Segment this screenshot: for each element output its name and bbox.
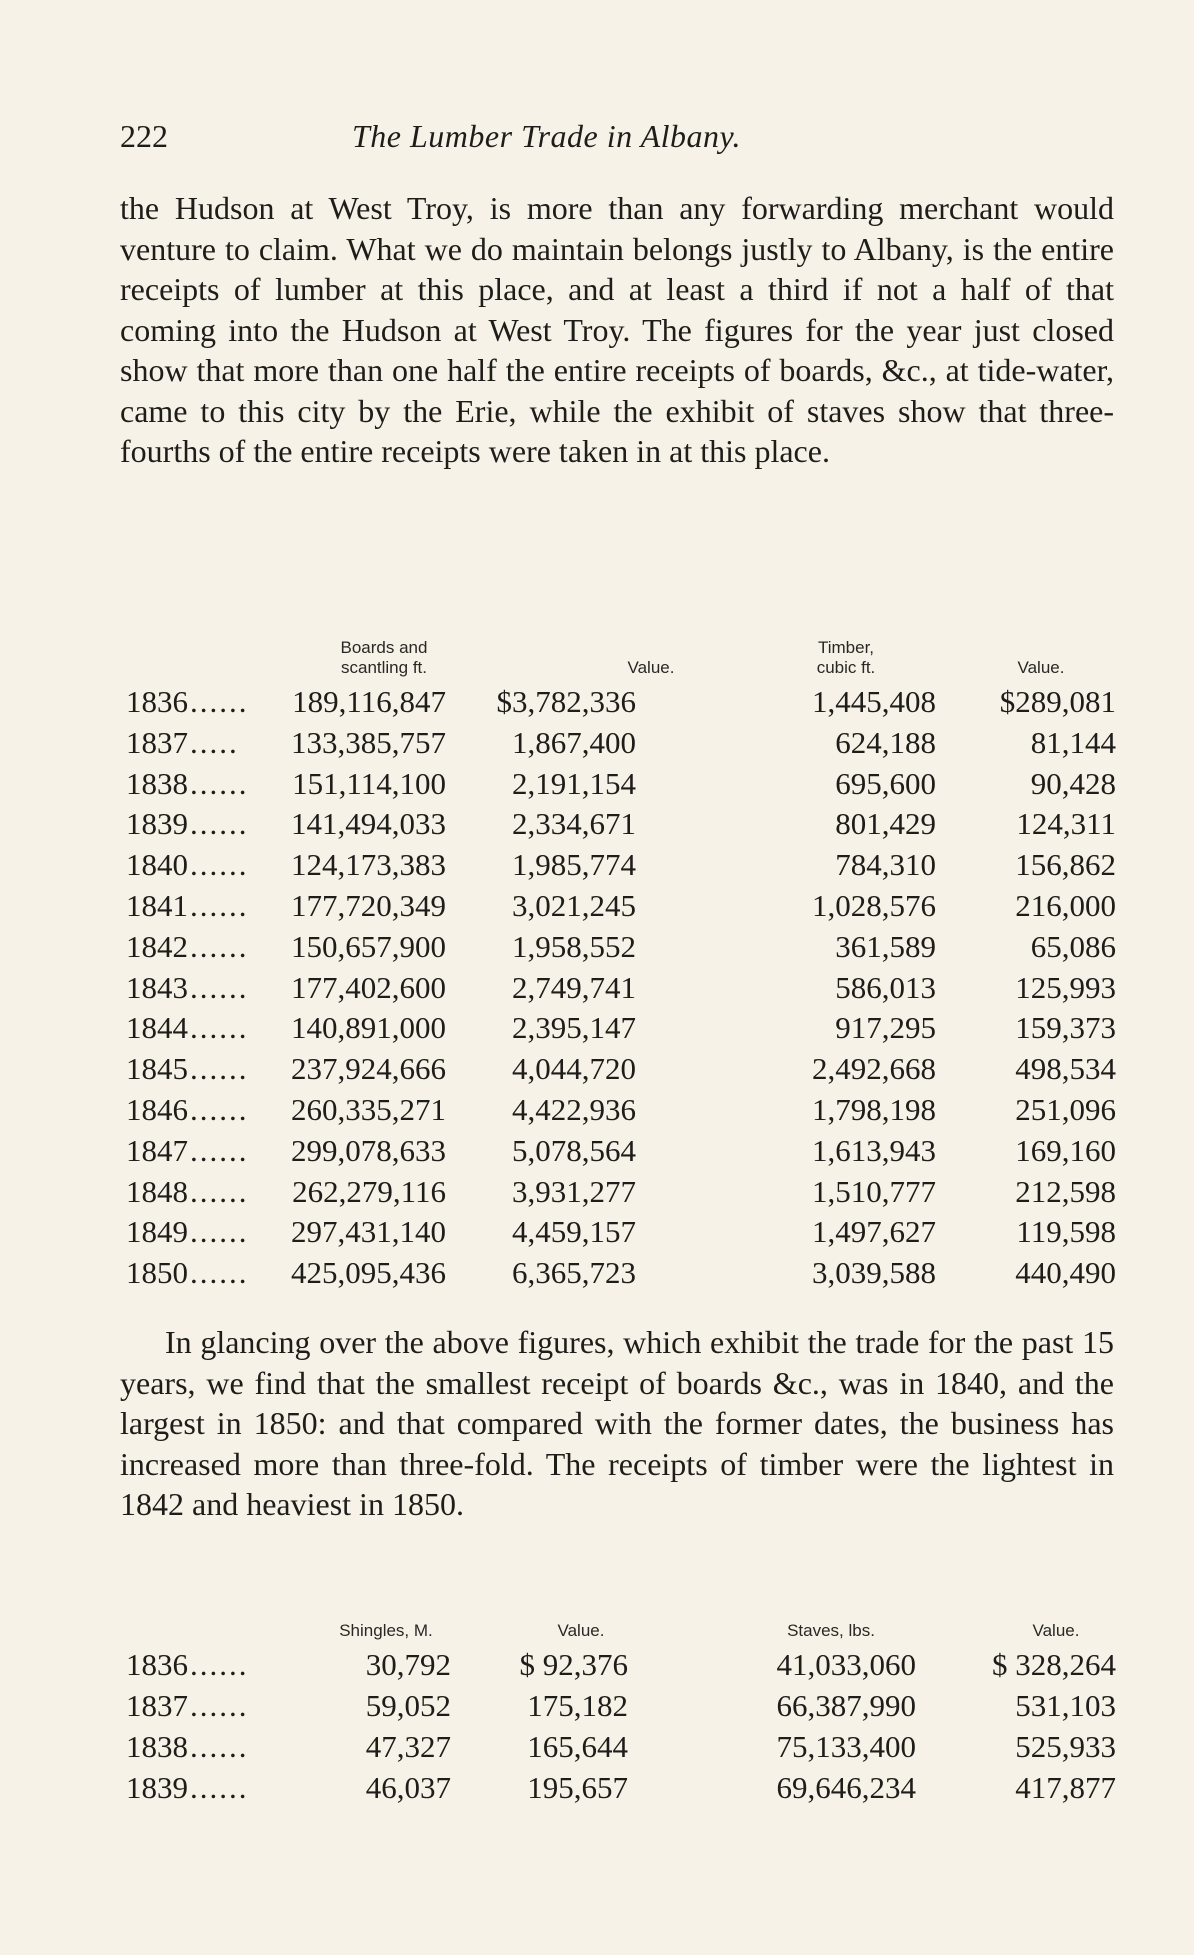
year-cell: 1840: [126, 847, 188, 883]
timber-value-cell: 498,534: [1015, 1051, 1116, 1087]
table-row: [126, 1172, 1116, 1213]
timber-cell: 1,798,198: [812, 1091, 936, 1127]
timber-value-cell: 156,862: [1015, 847, 1116, 883]
shingles-value-cell: 195,657: [527, 1770, 628, 1805]
table-row: [126, 1049, 1116, 1090]
shingles-cell: 59,052: [365, 1688, 451, 1723]
boards-value-cell: 5,078,564: [512, 1132, 636, 1168]
paragraph-analysis: In glancing over the above figures, which exhibit the trade for the past 15 years, we find that the smallest receipt of boards &c., was in 1840, and the largest in 1850: and that compared with the former dates, the business has increased more than three-fold. The receipts of timber were the lightest in 1842 and heaviest in 1850.: [120, 1324, 1114, 1522]
page-number: 222: [120, 118, 168, 154]
table-header: [126, 1603, 1116, 1645]
year-cell: 1849: [126, 1214, 188, 1250]
header-timber: Timber, cubic ft.: [816, 638, 876, 677]
year-cell: 1837: [126, 1688, 188, 1723]
table-row: [126, 927, 1116, 968]
year-cell: 1839: [126, 806, 188, 842]
lumber-timber-table: [126, 628, 1116, 1294]
timber-value-cell: $289,081: [999, 684, 1116, 719]
staves-value-cell: 417,877: [1015, 1770, 1116, 1805]
staves-value-cell: 525,933: [1015, 1729, 1116, 1764]
staves-value-cell: 531,103: [1015, 1688, 1116, 1723]
table-row: [126, 968, 1116, 1009]
year-cell: 1838: [126, 1729, 188, 1764]
year-cell: 1836: [126, 684, 188, 719]
table-body: [126, 1645, 1116, 1809]
year-cell: 1839: [126, 1770, 188, 1805]
leader-dots: ......: [190, 806, 249, 842]
leader-dots: ......: [190, 1010, 249, 1046]
timber-cell: 3,039,588: [812, 1255, 936, 1291]
timber-value-cell: 169,160: [1015, 1132, 1116, 1168]
boards-cell: 151,114,100: [292, 765, 446, 801]
boards-value-cell: 6,365,723: [512, 1255, 636, 1291]
year-cell: 1850: [126, 1255, 188, 1291]
boards-value-cell: 3,021,245: [512, 887, 636, 923]
boards-value-cell: 4,459,157: [512, 1214, 636, 1250]
table-row: [126, 764, 1116, 805]
boards-cell: 177,402,600: [291, 969, 446, 1005]
boards-cell: 124,173,383: [291, 847, 446, 883]
year-cell: 1838: [126, 765, 188, 801]
table-row: [126, 1727, 1116, 1768]
timber-cell: 361,589: [835, 928, 936, 964]
table-row: [126, 1008, 1116, 1049]
boards-value-cell: 4,044,720: [512, 1051, 636, 1087]
staves-cell: 41,033,060: [776, 1647, 916, 1682]
timber-value-cell: 124,311: [1016, 806, 1116, 842]
boards-cell: 140,891,000: [291, 1010, 446, 1046]
table-row: [126, 723, 1116, 764]
boards-value-cell: 2,334,671: [512, 806, 636, 842]
table-row: [126, 682, 1116, 723]
timber-value-cell: 212,598: [1015, 1173, 1116, 1209]
boards-value-cell: $3,782,336: [496, 684, 636, 719]
table-body: [126, 682, 1116, 1294]
header-value-boards: Value.: [627, 658, 675, 677]
table-row: [126, 1253, 1116, 1294]
boards-value-cell: 1,958,552: [512, 928, 636, 964]
boards-cell: 150,657,900: [291, 928, 446, 964]
year-cell: 1847: [126, 1132, 188, 1168]
timber-value-cell: 125,993: [1015, 969, 1116, 1005]
running-head: [120, 118, 880, 168]
timber-value-cell: 81,144: [1030, 724, 1116, 760]
timber-value-cell: 216,000: [1015, 887, 1116, 923]
leader-dots: ......: [190, 1688, 249, 1723]
timber-value-cell: 251,096: [1015, 1091, 1116, 1127]
leader-dots: ......: [190, 1051, 249, 1087]
timber-cell: 1,497,627: [812, 1214, 936, 1250]
year-cell: 1837: [126, 724, 188, 760]
shingles-staves-table: [126, 1603, 1116, 1809]
table-row: [126, 845, 1116, 886]
shingles-cell: 47,327: [365, 1729, 451, 1764]
leader-dots: ......: [190, 765, 249, 801]
year-cell: 1836: [126, 1647, 188, 1682]
boards-cell: 237,924,666: [291, 1051, 446, 1087]
timber-cell: 695,600: [835, 765, 936, 801]
running-title: The Lumber Trade in Albany.: [352, 118, 741, 154]
timber-value-cell: 65,086: [1030, 928, 1116, 964]
staves-cell: 69,646,234: [776, 1770, 916, 1805]
boards-cell: 262,279,116: [292, 1173, 446, 1209]
leader-dots: ......: [190, 847, 249, 883]
leader-dots: ......: [190, 1255, 249, 1291]
header-boards: Boards and scantling ft.: [340, 638, 428, 677]
table-row: [126, 1131, 1116, 1172]
timber-cell: 917,295: [835, 1010, 936, 1046]
timber-cell: 2,492,668: [812, 1051, 936, 1087]
staves-cell: 75,133,400: [776, 1729, 916, 1764]
table-row: [126, 886, 1116, 927]
leader-dots: ......: [190, 1770, 249, 1805]
boards-value-cell: 2,191,154: [512, 765, 636, 801]
header-staves: Staves, lbs.: [787, 1621, 875, 1640]
leader-dots: ......: [190, 1647, 249, 1682]
leader-dots: ......: [190, 684, 249, 719]
boards-value-cell: 2,749,741: [512, 969, 636, 1005]
timber-value-cell: 90,428: [1030, 765, 1116, 801]
shingles-value-cell: 175,182: [527, 1688, 628, 1723]
year-cell: 1841: [126, 887, 188, 923]
timber-value-cell: 159,373: [1015, 1010, 1116, 1046]
year-cell: 1845: [126, 1051, 188, 1087]
boards-cell: 189,116,847: [292, 684, 446, 719]
boards-cell: 177,720,349: [291, 887, 446, 923]
timber-cell: 1,445,408: [812, 684, 936, 719]
year-cell: 1844: [126, 1010, 188, 1046]
header-value-timber: Value.: [1017, 658, 1065, 677]
shingles-cell: 46,037: [365, 1770, 451, 1805]
header-value-shingles: Value.: [557, 1621, 605, 1640]
table-row: [126, 1768, 1116, 1809]
year-cell: 1848: [126, 1173, 188, 1209]
year-cell: 1846: [126, 1091, 188, 1127]
leader-dots: .....: [190, 724, 239, 760]
staves-value-cell: $ 328,264: [992, 1647, 1116, 1682]
table-row: [126, 1212, 1116, 1253]
table-row: [126, 804, 1116, 845]
boards-cell: 299,078,633: [291, 1132, 446, 1168]
boards-cell: 141,494,033: [291, 806, 446, 842]
boards-value-cell: 3,931,277: [512, 1173, 636, 1209]
timber-cell: 586,013: [835, 969, 936, 1005]
boards-value-cell: 1,867,400: [512, 724, 636, 760]
timber-cell: 1,613,943: [812, 1132, 936, 1168]
leader-dots: ......: [190, 928, 249, 964]
header-value-staves: Value.: [1032, 1621, 1080, 1640]
timber-cell: 784,310: [835, 847, 936, 883]
boards-value-cell: 4,422,936: [512, 1091, 636, 1127]
boards-value-cell: 1,985,774: [512, 847, 636, 883]
timber-cell: 1,028,576: [812, 887, 936, 923]
year-cell: 1843: [126, 969, 188, 1005]
header-shingles: Shingles, M.: [339, 1621, 433, 1640]
timber-value-cell: 119,598: [1016, 1214, 1116, 1250]
leader-dots: ......: [190, 1173, 249, 1209]
staves-cell: 66,387,990: [776, 1688, 916, 1723]
boards-value-cell: 2,395,147: [512, 1010, 636, 1046]
leader-dots: ......: [190, 1214, 249, 1250]
boards-cell: 425,095,436: [291, 1255, 446, 1291]
table-row: [126, 1090, 1116, 1131]
year-cell: 1842: [126, 928, 188, 964]
leader-dots: ......: [190, 887, 249, 923]
shingles-value-cell: $ 92,376: [519, 1647, 628, 1682]
shingles-value-cell: 165,644: [527, 1729, 628, 1764]
timber-cell: 1,510,777: [812, 1173, 936, 1209]
timber-cell: 624,188: [835, 724, 936, 760]
boards-cell: 297,431,140: [291, 1214, 446, 1250]
shingles-cell: 30,792: [365, 1647, 451, 1682]
table-header: [126, 628, 1116, 682]
timber-value-cell: 440,490: [1015, 1255, 1116, 1291]
leader-dots: ......: [190, 969, 249, 1005]
paragraph-intro: the Hudson at West Troy, is more than any forwarding merchant would venture to claim. What we do maintain belongs justly to Albany, is the entire receipts of lumber at this place, and at least a third if not a half of that coming into the Hudson at West Troy. The figures for the year just closed show that more than one half the entire receipts of boards, &c., at tide-water, came to this city by the Erie, while the exhibit of staves show that three-fourths of the entire receipts were taken in at this place.: [120, 190, 1114, 469]
table-row: [126, 1686, 1116, 1727]
boards-cell: 133,385,757: [291, 724, 446, 760]
leader-dots: ......: [190, 1729, 249, 1764]
timber-cell: 801,429: [835, 806, 936, 842]
leader-dots: ......: [190, 1132, 249, 1168]
leader-dots: ......: [190, 1091, 249, 1127]
table-row: [126, 1645, 1116, 1686]
boards-cell: 260,335,271: [291, 1091, 446, 1127]
